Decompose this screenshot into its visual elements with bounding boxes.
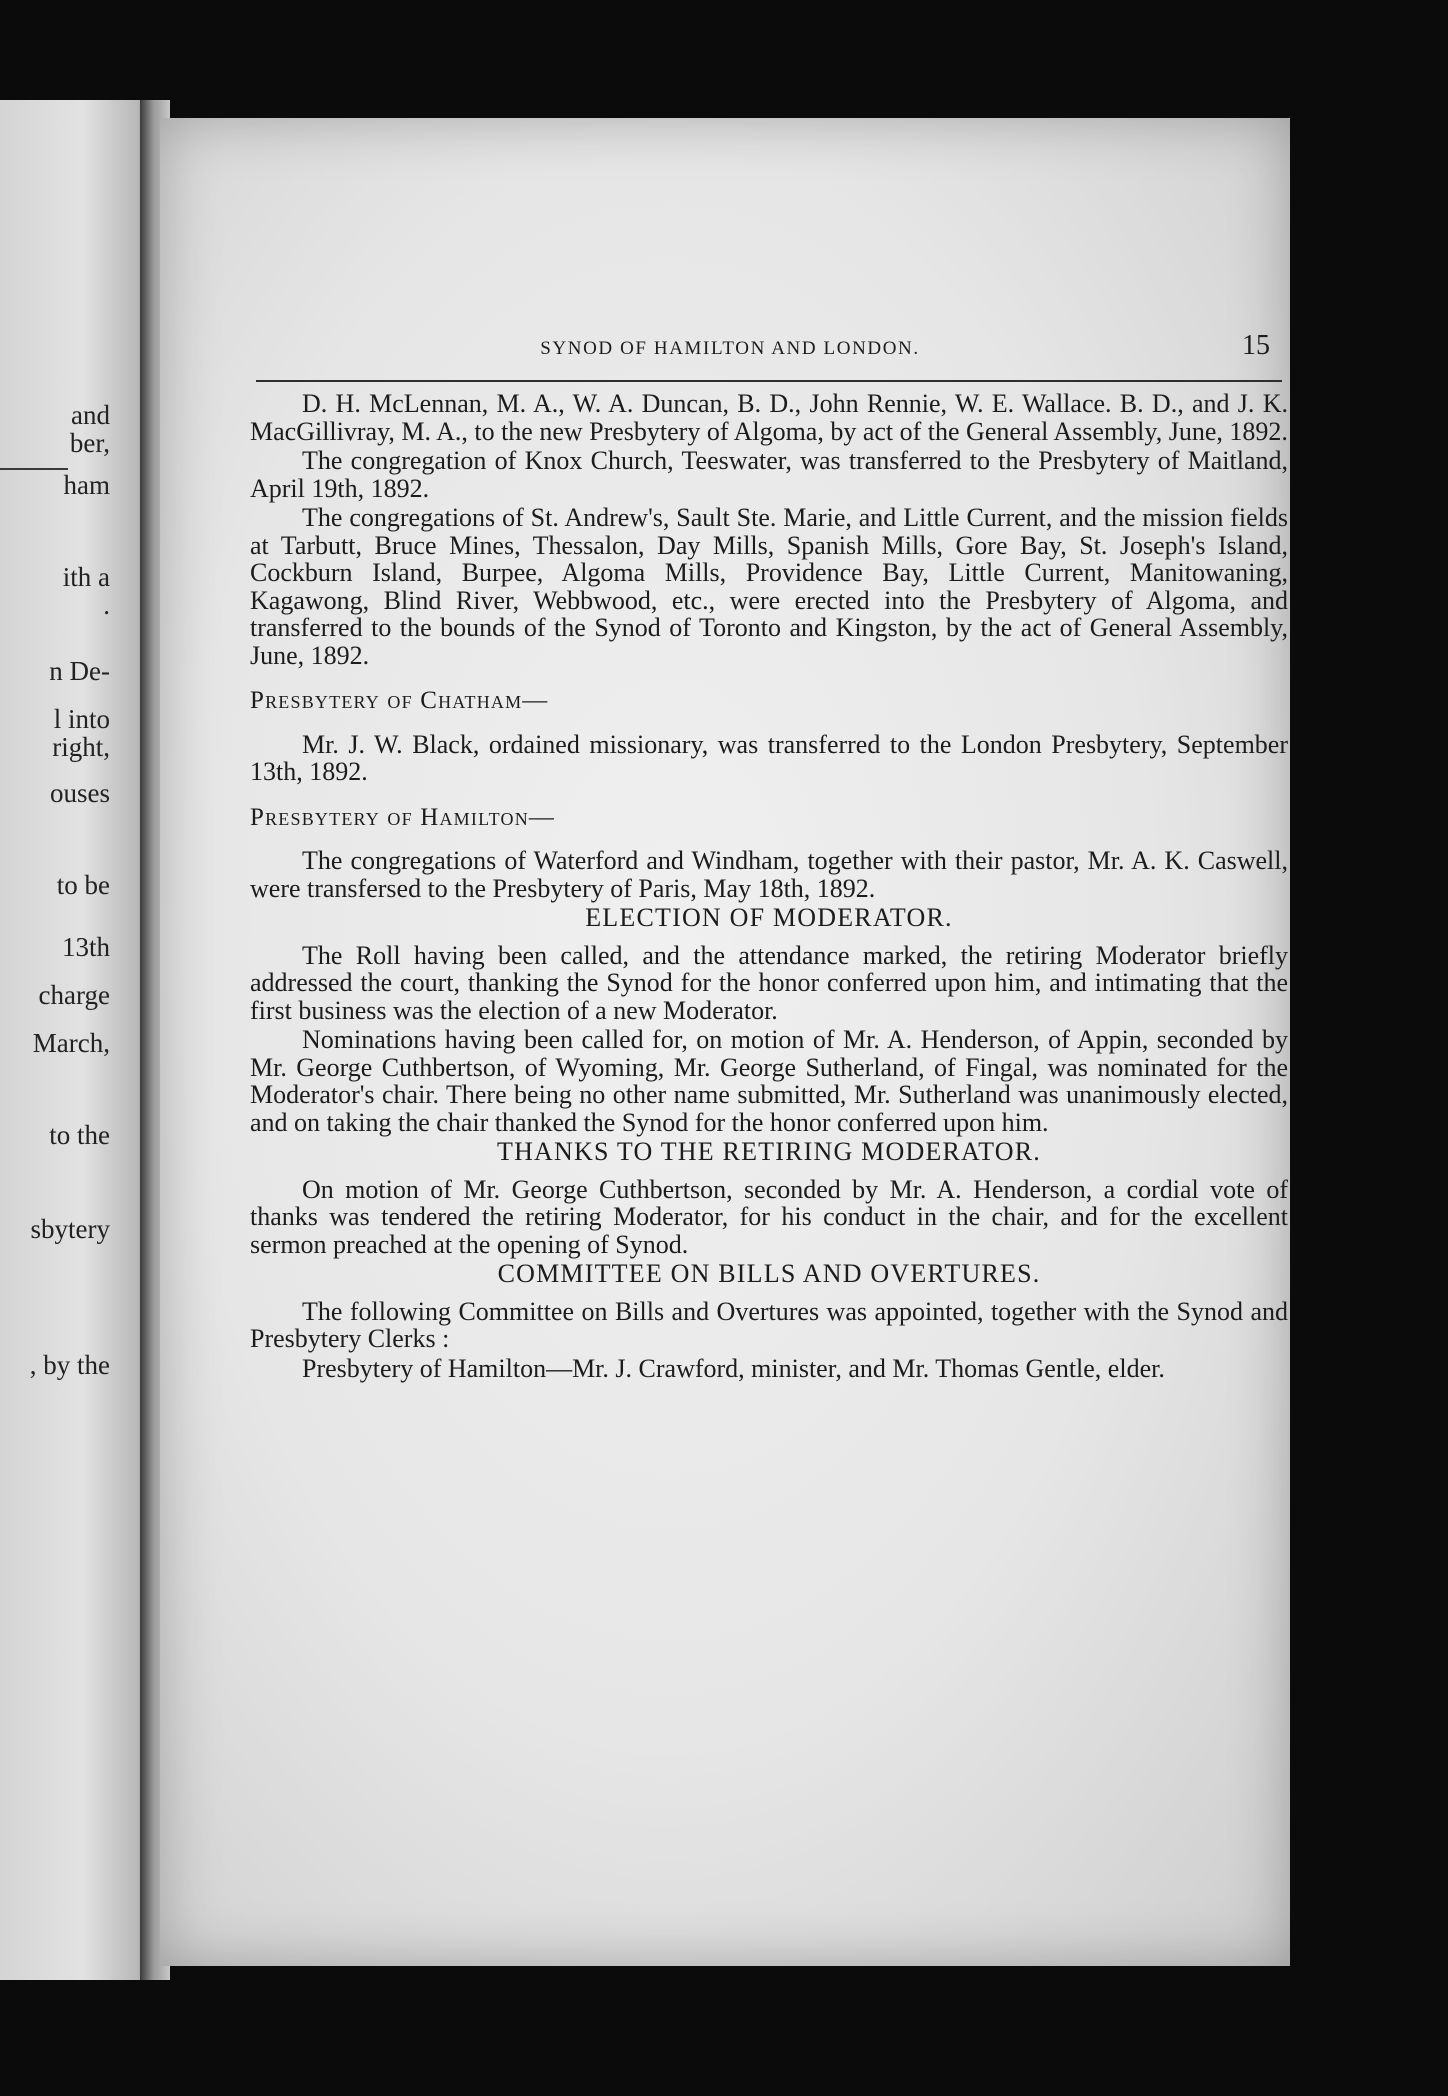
paragraph: The congregation of Knox Church, Teeswater, was transferred to the Presbytery of Maitland, April 19th, 1892. [250, 446, 1288, 503]
left-page-fragment: , by the [29, 1350, 110, 1380]
running-header-title: SYNOD OF HAMILTON AND LONDON. [540, 338, 920, 359]
paragraph: The following Committee on Bills and Overtures was appointed, together with the Synod and Presbytery Clerks : [250, 1296, 1288, 1353]
left-page-fragment: ith a [62, 562, 110, 592]
left-page-fragment: ber, [69, 428, 110, 458]
left-page-fragment: to be [56, 870, 110, 900]
paragraph: Mr. J. W. Black, ordained missionary, was transferred to the London Presbytery, September 13th, 1892. [250, 729, 1288, 786]
paragraph: The Roll having been called, and the attendance marked, the retiring Moderator briefly addressed the court, thanking the Synod for the honor conferred upon him, and intimating that the first business was the election of a new Moderator. [250, 940, 1288, 1025]
left-page-fragment: n De- [49, 656, 110, 686]
header-rule [256, 380, 1282, 382]
left-page-fragment: March, [32, 1028, 110, 1058]
left-page-fragment: right, [52, 732, 110, 762]
paragraph: The congregations of Waterford and Windham, together with their pastor, Mr. A. K. Caswell, were transfersed to the Presbytery of Paris, May 18th, 1892. [250, 846, 1288, 903]
section-heading-thanks: THANKS TO THE RETIRING MODERATOR. [497, 1137, 1041, 1166]
page-body [250, 390, 1288, 1384]
paragraph: D. H. McLennan, M. A., W. A. Duncan, B. D., John Rennie, W. E. Wallace. B. D., and J. K. MacGillivray, M. A., to the new Presbytery of Algoma, by act of the General Assembly, June, 1892. [250, 389, 1288, 446]
right-page [160, 118, 1290, 1966]
left-page-fragment: . [103, 590, 110, 620]
section-heading-hamilton: Presbytery of Hamilton— [250, 803, 556, 831]
paragraph: On motion of Mr. George Cuthbertson, seconded by Mr. A. Henderson, a cordial vote of thanks was tendered the retiring Moderator, for his conduct in the chair, and for the excellent sermon preached at the opening of Synod. [250, 1174, 1288, 1259]
left-page-fragment: ouses [50, 778, 110, 808]
left-page-fragment: l into [53, 704, 110, 734]
left-page-fragment: sbytery [30, 1214, 110, 1244]
section-heading-election: ELECTION OF MODERATOR. [585, 903, 953, 932]
section-heading-committee: COMMITTEE ON BILLS AND OVERTURES. [497, 1259, 1041, 1288]
page-number: 15 [1242, 330, 1270, 361]
left-page-fragment: ham [63, 470, 110, 500]
left-page-fragment: to the [49, 1120, 110, 1150]
paragraph: Presbytery of Hamilton—Mr. J. Crawford, minister, and Mr. Thomas Gentle, elder. [302, 1353, 1165, 1383]
section-heading-chatham: Presbytery of Chatham— [250, 687, 549, 714]
left-page-fragment: 13th [61, 932, 110, 962]
running-header [262, 330, 1278, 364]
paragraph: Nominations having been called for, on motion of Mr. A. Henderson, of Appin, seconded by Mr. George Cuthbertson, of Wyoming, Mr. George Sutherland, of Fingal, was nominated for the Moderator's chair. There being no other name submitted, Mr. Sutherland was unanimously elected, and on taking the chair thanked the Synod for the honor conferred upon him. [250, 1025, 1288, 1137]
left-facing-page [0, 100, 150, 1980]
paragraph: The congregations of St. Andrew's, Sault Ste. Marie, and Little Current, and the mission fields at Tarbutt, Bruce Mines, Thessalon, Day Mills, Spanish Mills, Gore Bay, St. Joseph's Island, Cockburn Island, Burpee, Algoma Mills, Providence Bay, Little Current, Manitowaning, Kagawong, Blind River, Webbwood, etc., were erected into the Presbytery of Algoma, and transferred to the bounds of the Synod of Toronto and Kingston, by the act of General Assembly, June, 1892. [250, 503, 1288, 670]
left-page-fragment: and [71, 400, 110, 430]
left-page-fragment: charge [38, 980, 110, 1010]
